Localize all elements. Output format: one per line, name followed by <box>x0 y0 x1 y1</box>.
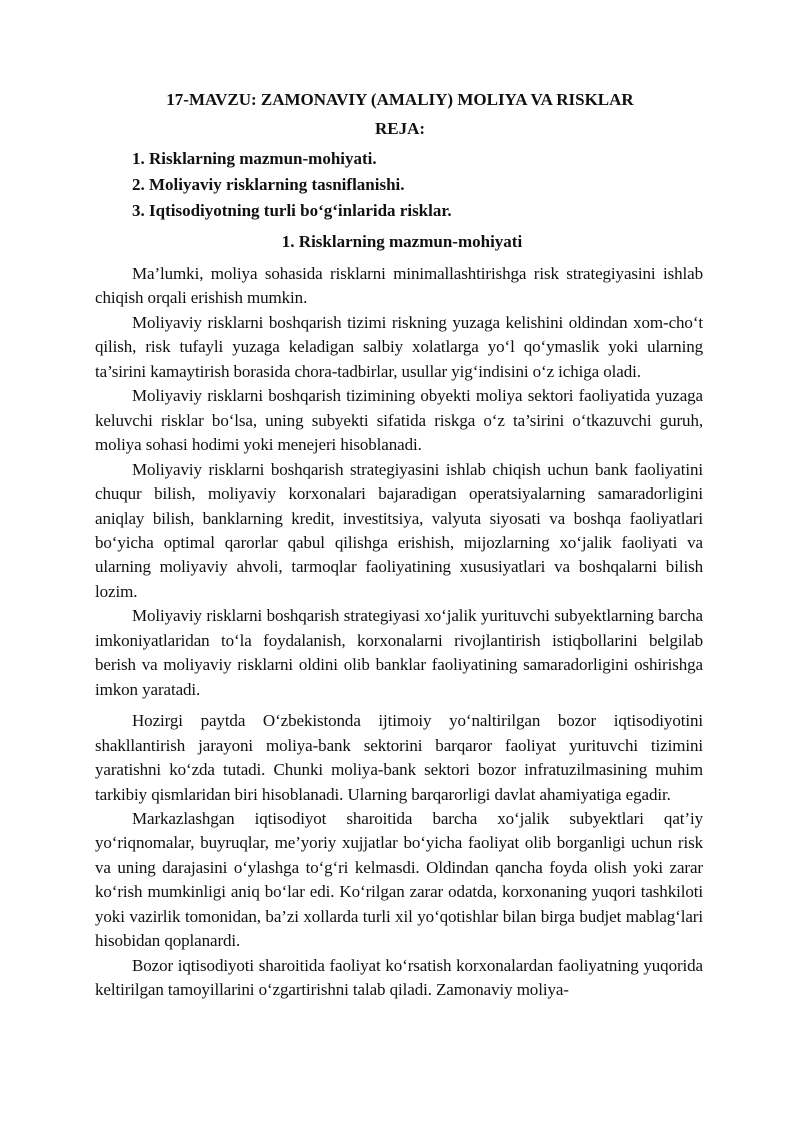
section-heading: 1. Risklarning mazmun-mohiyati <box>281 232 523 251</box>
plan-item-3: 3. Iqtisodiyotning turli bo‘g‘inlarida risklar. <box>132 201 452 220</box>
paragraph-4: Moliyaviy risklarni boshqarish strategiyasini ishlab chiqish uchun bank faoliyatini chuqur bilish, moliyaviy korxonalari bajaradigan operatsiyalarning samaradorligini aniqlay bilish, banklarning kredit, investitsiya, valyuta siyosati va boshqa faoliyatlari bo‘yicha optimal qarorlar qabul qilishga erishish, mijozlarning xo‘jalik faoliyati va ularning moliyaviy ahvoli, tarmoqlar faoliyatining xususiyatlari va boshqalarni bilish lozim. <box>95 459 703 601</box>
plan-item-2: 2. Moliyaviy risklarning tasniflanishi. <box>132 175 405 194</box>
paragraph-5: Moliyaviy risklarni boshqarish strategiyasi xo‘jalik yurituvchi subyektlarning barcha imkoniyatlaridan to‘la foydalanish, korxonalarni rivojlantirish istiqbollarini belgilab berish va moliyaviy risklarni oldini olib banklar faoliyatining samaradorligini oshirishga imkon yaratadi. <box>95 606 703 699</box>
document-title: 17-MAVZU: ZAMONAVIY (AMALIY) MOLIYA VA RISKLAR <box>166 90 634 109</box>
paragraph-1: Ma’lumki, moliya sohasida risklarni minimallashtirishga risk strategiyasini ishlab chiqish orqali erishish mumkin. <box>95 264 703 308</box>
paragraph-2: Moliyaviy risklarni boshqarish tizimi riskning yuzaga kelishini oldindan xom-cho‘t qilish, risk tufayli yuzaga keladigan salbiy xolatlarga yo‘l qo‘ymaslik yoki ularning ta’sirini kamaytirish borasida chora-tadbirlar, usullar yig‘indisini o‘z ichiga oladi. <box>95 312 703 381</box>
plan-item-1: 1. Risklarning mazmun-mohiyati. <box>132 149 377 168</box>
paragraph-8: Bozor iqtisodiyoti sharoitida faoliyat ko‘rsatish korxonalardan faoliyatning yuqorida keltirilgan tamoyillarini o‘zgartirishni talab qiladi. Zamonaviy moliya- <box>95 955 703 1000</box>
plan-list <box>95 146 703 224</box>
document-page <box>95 88 703 1003</box>
plan-heading: REJA: <box>374 119 426 138</box>
paragraph-7: Markazlashgan iqtisodiyot sharoitida barcha xo‘jalik subyektlari qat’iy yo‘riqnomalar, buyruqlar, me’yoriy xujjatlar bo‘yicha faoliyat olib borganligi uchun risk va uning darajasini o‘ylashga to‘g‘ri kelmasdi. Oldindan qancha foyda olish yoki zarar ko‘rish mumkinligi aniq bo‘lar edi. Ko‘rilgan zarar odatda, korxonaning yuqori tashkiloti yoki vazirlik tomonidan, ba’zi xollarda turli xil yo‘qotishlar bilan birga budjet mablag‘lari hisobidan qoplanardi. <box>95 808 703 951</box>
paragraph-6: Hozirgi paytda O‘zbekistonda ijtimoiy yo‘naltirilgan bozor iqtisodiyotini shakllantirish jarayoni moliya-bank sektorini barqaror faoliyat yurituvchi tizimini yaratishni ko‘zda tutadi. Chunki moliya-bank sektori bozor infratuzilmasining muhim tarkibiy qismlaridan biri hisoblanadi. Ularning barqarorligi davlat ahamiyatiga egadir. <box>95 711 703 804</box>
paragraph-3: Moliyaviy risklarni boshqarish tizimining obyekti moliya sektori faoliyatida yuzaga keluvchi risklar bo‘lsa, uning subyekti sifatida riskga o‘z ta’sirini o‘tkazuvchi guruh, moliya sohasi hodimi yoki menejeri hisoblanadi. <box>95 386 703 455</box>
